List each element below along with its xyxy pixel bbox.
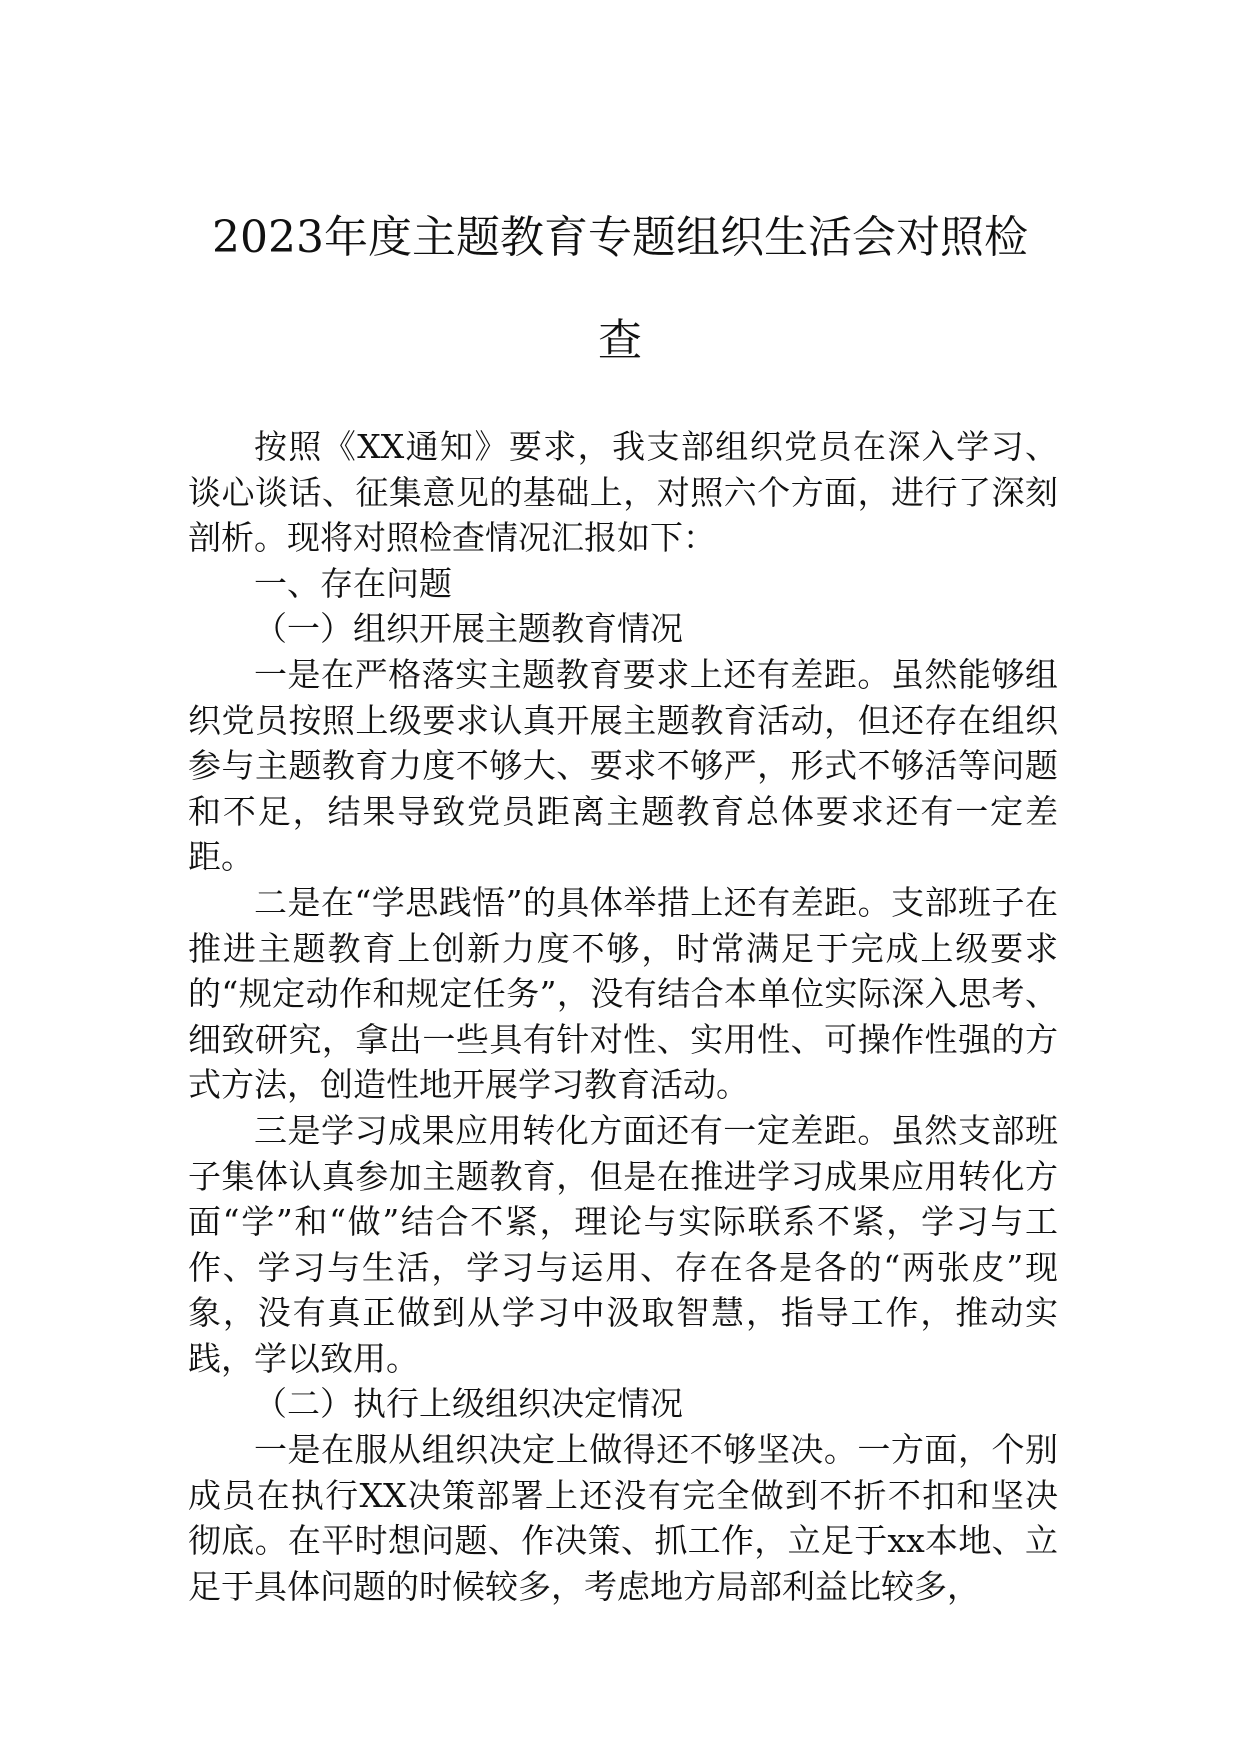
- paragraph-intro: 按照《XX通知》要求，我支部组织党员在深入学习、谈心谈话、征集意见的基础上，对照六个方面，进行了深刻剖析。现将对照检查情况汇报如下：: [188, 427, 1058, 558]
- paragraph: 二是在“学思践悟”的具体举措上还有差距。支部班子在推进主题教育上创新力度不够，时常满足于完成上级要求的“规定动作和规定任务”，没有结合本单位实际深入思考、细致研究，拿出一些具有针对性、实用性、可操作性强的方式方法，创造性地开展学习教育活动。: [188, 882, 1058, 1105]
- paragraph: 一是在服从组织决定上做得还不够坚决。一方面，个别成员在执行XX决策部署上还没有完全做到不折不扣和坚决彻底。在平时想问题、作决策、抓工作，立足于xx本地、立足于具体问题的时候较多，考虑地方局部利益比较多，: [188, 1430, 1058, 1606]
- section-heading: 一、存在问题: [254, 563, 452, 603]
- subsection-heading: （二）执行上级组织决定情况: [254, 1384, 683, 1424]
- paragraph: 三是学习成果应用转化方面还有一定差距。虽然支部班子集体认真参加主题教育，但是在推进学习成果应用转化方面“学”和“做”结合不紧，理论与实际联系不紧，学习与工作、学习与生活，学习与运用、存在各是各的“两张皮”现象，没有真正做到从学习中汲取智慧，指导工作，推动实践，学以致用。: [188, 1110, 1058, 1378]
- title-line-1: 2023年度主题教育专题组织生活会对照检: [212, 212, 1028, 263]
- subsection-heading: （一）组织开展主题教育情况: [254, 609, 683, 649]
- paragraph: 一是在严格落实主题教育要求上还有差距。虽然能够组织党员按照上级要求认真开展主题教育活动，但还存在组织参与主题教育力度不够大、要求不够严，形式不够活等问题和不足，结果导致党员距离主题教育总体要求还有一定差距。: [188, 654, 1058, 877]
- title-line-2: 查: [598, 315, 642, 366]
- document-title: [150, 186, 1090, 392]
- document-body: [188, 424, 1058, 1609]
